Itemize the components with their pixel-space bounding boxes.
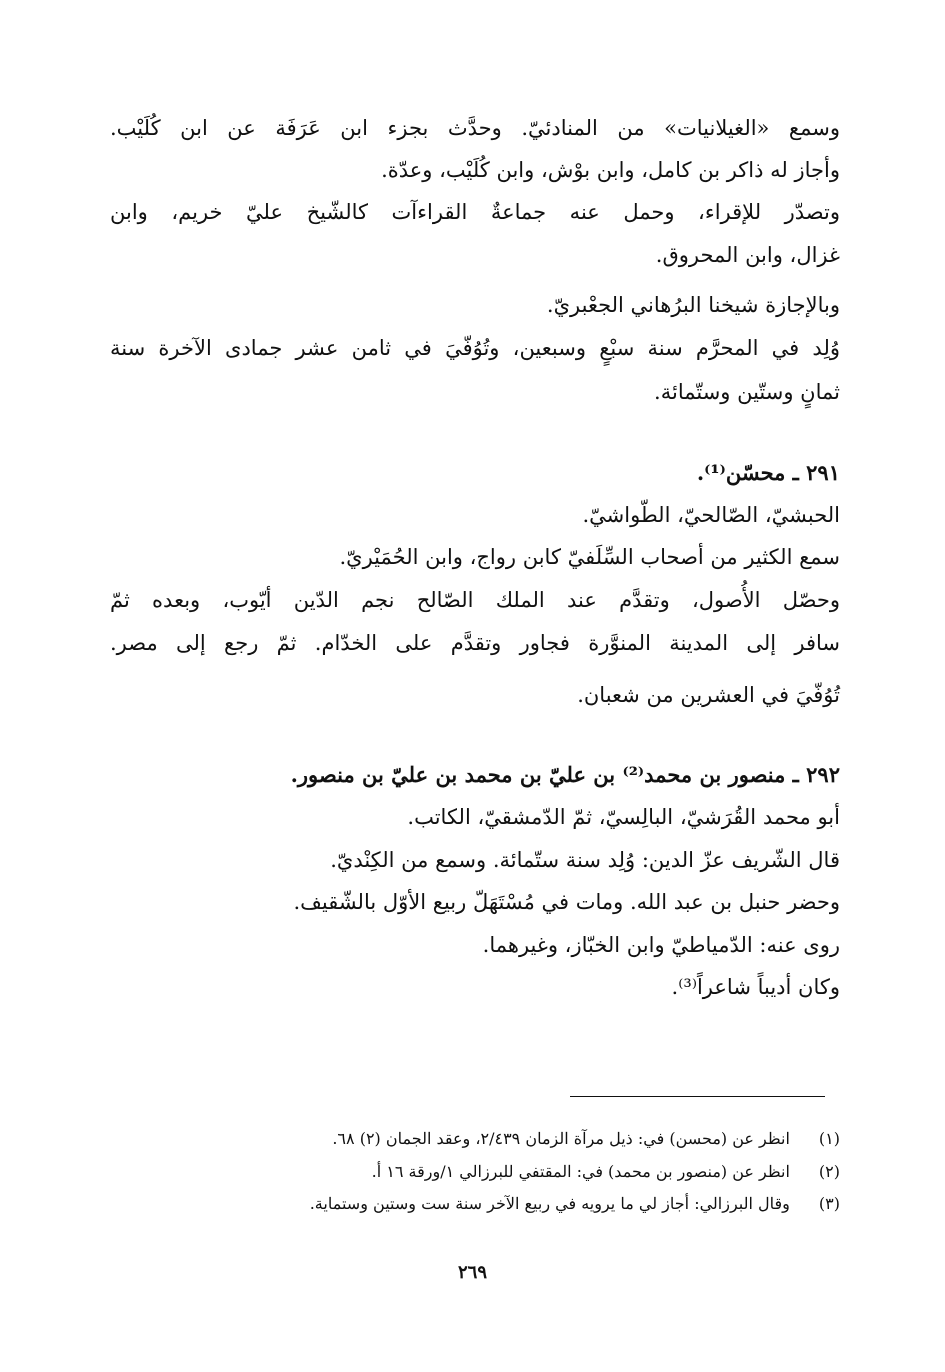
body-line: روى عنه: الدّمياطيّ وابن الخبّاز، وغيرهما. [482,933,840,957]
footnote-item [310,1192,840,1216]
footnote-text: انظر عن (منصور بن محمد) في: المقتفي للبرزالي ١/ورقة ١٦ أ. [371,1162,790,1181]
body-line: أبو محمد القُرَشيّ، البالِسيّ، ثمّ الدّمشقيّ، الكاتب. [407,805,840,829]
body-line: وسمع «الغيلانيات» من المنادئيّ. وحدَّث بجزء ابن عَرَفَة عن ابن كُلَيْب. [110,116,840,140]
footnote-text: وقال البرزالي: أجاز لي ما يرويه في ربيع الآخر سنة ست وستين وستماية. [309,1194,790,1213]
page-number: ٢٦٩ [457,1262,487,1283]
body-line: وبالإجازة شيخنا البرُهاني الجعْبريّ. [546,293,840,317]
body-line: وحصّل الأُصول، وتقدَّم عند الملك الصّالح نجم الدّين أيّوب، وبعده ثمّ [110,588,840,612]
body-line: وُلِد في المحرَّم سنة سبْعٍ وسبعين، وتُوُفّيَ في ثامن عشر جمادى الآخرة سنة [110,336,840,360]
body-line: تُوُفّيَ في العشرين من شعبان. [577,683,840,707]
footnote-text: انظر عن (محسن) في: ذيل مرآة الزمان ٢/٤٣٩، وعقد الجمان (٢) ٦٨. [332,1129,790,1148]
body-line: قال الشّريف عزّ الدين: وُلِد سنة ستّمائة. وسمع من الكِنْديّ. [330,848,840,872]
body-line: الحبشيّ، الصّالحيّ، الطّواشيّ. [582,503,840,527]
body-line: وحضر حنبل بن عبد الله. ومات في مُسْتَهَلّ ربيع الأوّل بالشّقيف. [293,890,840,914]
body-line: ثمانٍ وستّين وستّمائة. [654,380,840,404]
body-line: وأجاز له ذاكر بن كامل، وابن بوْش، وابن كُلَيْب، وعدّة. [381,158,840,182]
footnote-number: (١) [818,1129,840,1148]
body-line: وتصدّر للإقراء، وحمل عنه جماعةٌ القراءآت كالشّيخ عليّ خريم، وابن [110,200,840,224]
footnote-number: (٢) [818,1162,840,1181]
entry-heading-292: ٢٩٢ ـ منصور بن محمد⁽²⁾ بن عليّ بن محمد بن عليّ بن منصور. [290,762,840,787]
footnote-number: (٣) [818,1194,840,1213]
footnote-item [372,1160,840,1184]
body-line: سافر إلى المدينة المنوَّرة فجاور وتقدَّم على الخدّام. ثمّ رجع إلى مصر. [110,631,840,655]
entry-heading-291: ٢٩١ ـ محسّن⁽¹⁾. [696,460,840,485]
body-line: غزال، وابن المحروق. [655,243,840,267]
body-line: سمع الكثير من أصحاب السِّلَفيّ كابن رواج، وابن الحُمَيْريّ. [339,545,840,569]
body-line: وكان أديباً شاعراً⁽³⁾. [671,975,840,999]
footnotes [110,0,840,1250]
footnote-item [332,1127,840,1151]
